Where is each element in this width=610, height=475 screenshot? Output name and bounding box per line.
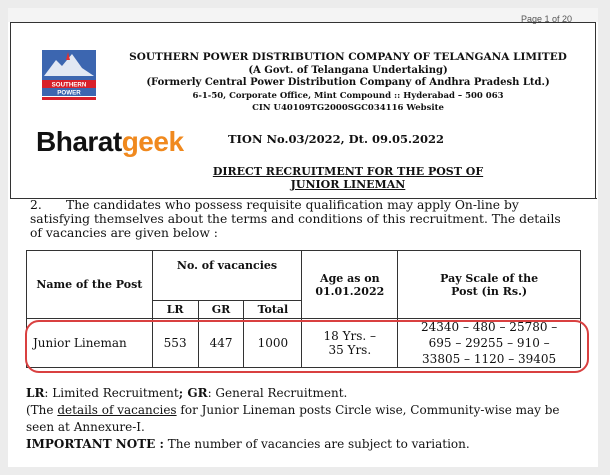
cell-total: 1000 [244,319,302,368]
lr-text: : Limited Recruitment [44,386,179,400]
paragraph-text: The candidates who possess requisite qualification may apply On-line by satisfying themselves about the terms and conditions of this recruitment. The details of vacancies are given below : [30,198,561,240]
notes-section [26,385,586,453]
header-age: Age as on 01.01.2022 [302,251,398,319]
cell-age-line2: 35 Yrs. [328,343,372,357]
cell-pay [398,319,581,368]
govt-undertaking: (A Govt. of Telangana Undertaking) [248,65,448,76]
watermark-part1: Bharat [36,126,122,157]
company-address: 6-1-50, Corporate Office, Mint Compound :: Hyderabad – 500 063 [192,91,504,101]
cell-pay-line1: 24340 – 480 – 25780 – [420,320,558,334]
header-lr: LR [152,301,198,319]
vacancy-table [26,250,581,368]
abbreviation-note [26,385,586,402]
lr-abbr: LR [26,386,45,400]
notification-number: TION No.03/2022, Dt. 09.05.2022 [228,132,444,146]
subject-line1: DIRECT RECRUITMENT FOR THE POST OF [212,165,484,178]
formerly-name: (Formerly Central Power Distribution Company of Andhra Pradesh Ltd.) [146,77,550,88]
header-post: Name of the Post [27,251,153,319]
company-logo [38,46,100,102]
subject-line2: JUNIOR LINEMAN [290,178,406,191]
cell-pay-line3: 33805 – 1120 – 39405 [422,352,557,366]
header-total: Total [244,301,302,319]
company-name: SOUTHERN POWER DISTRIBUTION COMPANY OF TELANGANA LIMITED [129,51,567,63]
details-prefix: (The [26,403,58,417]
cell-post: Junior Lineman [27,319,153,368]
header-pay: Pay Scale of the Post (in Rs.) [398,251,581,319]
logo-text-line2: POWER [57,89,81,97]
watermark-logo [36,126,184,158]
header-gr: GR [198,301,244,319]
table-header-row [27,251,581,301]
watermark-part2: geek [121,126,184,157]
company-cin: CIN U40109TG2000SGC034116 Website [252,103,444,113]
table-row [27,319,581,368]
logo-text-line1: SOUTHERN [51,81,87,89]
cell-pay-line2: 695 – 29255 – 910 – [428,336,550,350]
important-text: The number of vacancies are subject to variation. [163,437,470,451]
intro-paragraph [30,198,575,240]
cell-age [302,319,398,368]
important-note [26,436,586,453]
details-link: details of vacancies [57,403,177,417]
document-page [8,8,598,467]
page-number: Page 1 of 20 [520,14,572,24]
header-vacancies: No. of vacancies [152,251,302,301]
top-strip [8,8,598,22]
cell-lr: 553 [152,319,198,368]
details-note [26,402,586,436]
cell-gr: 447 [198,319,244,368]
gr-text: : General Recruitment. [207,386,348,400]
cell-age-line1: 18 Yrs. – [323,329,377,343]
gr-abbr: ; GR [178,386,208,400]
details-suffix: for Junior Lineman posts Circle wise, Community-wise may be seen at Annexure-I. [26,403,560,434]
important-label: IMPORTANT NOTE : [26,437,164,451]
paragraph-number: 2. [30,198,42,212]
